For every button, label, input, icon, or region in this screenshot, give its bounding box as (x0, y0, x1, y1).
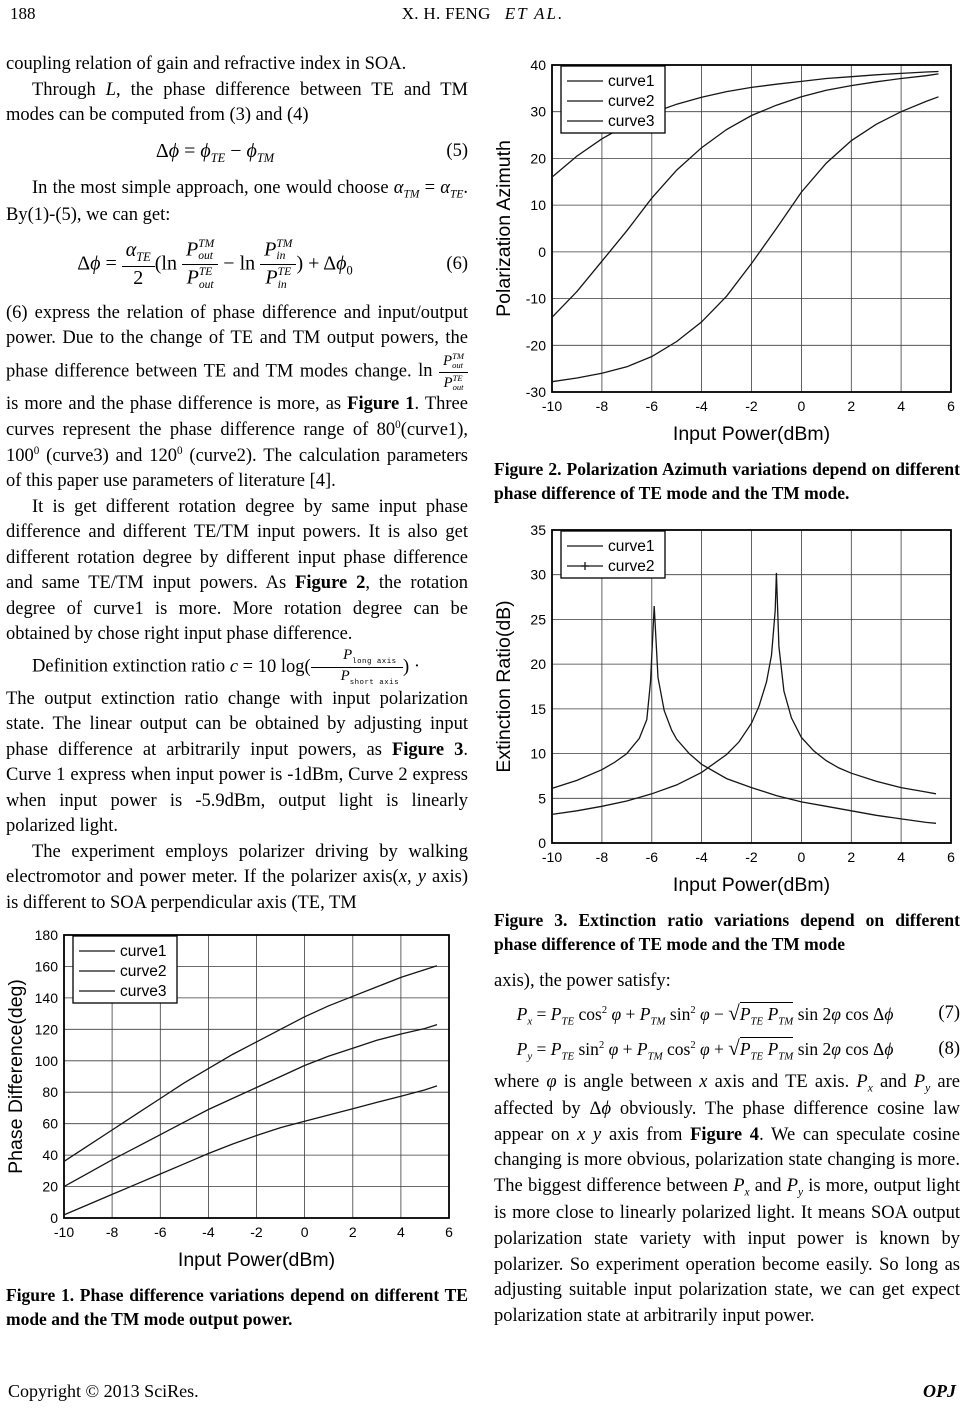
paragraph: (6) express the relation of phase difference and input/output power. Due to the change of TE and TM output powers, the phase difference between TE and TM modes change. ln P TM out P TE out is more and the phase difference is more, as Figure 1. Three curves represent the phase difference range of $80^0(curve1)$, $100^0$ (curve3) and $120^0$ (curve2). The calculation parameters of this paper use parameters of literature [4]. (6, 302, 468, 492)
svg-text:curve2: curve2 (608, 558, 655, 576)
svg-text:-6: -6 (645, 849, 659, 866)
running-header (0, 4, 966, 28)
equation-5 (6, 138, 468, 167)
svg-text:-4: -4 (695, 398, 708, 414)
equation-number: (8) (938, 1038, 960, 1059)
copyright-notice: Copyright © 2013 SciRes. (8, 1381, 199, 1401)
page-number: 188 (10, 4, 36, 23)
svg-text:10: 10 (530, 197, 546, 214)
svg-text:10: 10 (530, 745, 546, 762)
svg-text:2: 2 (348, 1224, 357, 1241)
svg-text:curve1: curve1 (120, 943, 167, 961)
svg-text:2: 2 (847, 849, 856, 866)
svg-text:25: 25 (530, 611, 546, 628)
svg-text:Phase Difference(deg): Phase Difference(deg) (6, 979, 27, 1175)
figure2-caption: Figure 2. Polarization Azimuth variations depend on different phase difference of TE mode and the TM mode. (494, 459, 960, 503)
two-column-body (0, 52, 966, 1332)
equation-6 (6, 238, 468, 292)
svg-text:140: 140 (34, 990, 58, 1007)
figure3-caption: Figure 3. Extinction ratio variations depend on different phase difference of TE mode and the TM mode (494, 910, 960, 954)
svg-text:-10: -10 (53, 1224, 75, 1241)
svg-text:0: 0 (300, 1224, 309, 1241)
svg-text:curve2: curve2 (608, 93, 655, 110)
svg-text:0: 0 (797, 849, 806, 866)
svg-text:-4: -4 (202, 1224, 215, 1241)
svg-text:80: 80 (42, 1084, 58, 1101)
figure-3 (494, 521, 960, 956)
running-title-author: X. H. FENG (401, 4, 491, 23)
svg-text:40: 40 (42, 1147, 58, 1164)
svg-text:40: 40 (530, 57, 546, 73)
figure-2 (494, 56, 960, 505)
svg-text:-6: -6 (154, 1224, 167, 1241)
figure-1 (6, 926, 468, 1331)
svg-text:15: 15 (530, 701, 546, 718)
svg-text:curve3: curve3 (608, 113, 655, 130)
svg-text:180: 180 (34, 927, 58, 944)
svg-text:-10: -10 (541, 849, 563, 866)
running-title-etal: ET AL. (504, 4, 565, 23)
svg-text:100: 100 (34, 1053, 58, 1070)
equation-number: (6) (446, 253, 468, 274)
paragraph: In the most simple approach, one would choose $\alpha_{TM} = \alpha_{TE}$. By(1)-(5), we can get: (6, 177, 468, 226)
svg-text:-2: -2 (250, 1224, 263, 1241)
svg-text:60: 60 (42, 1116, 58, 1133)
svg-text:30: 30 (530, 566, 546, 583)
right-column (494, 52, 960, 1332)
svg-text:-8: -8 (595, 398, 609, 414)
svg-text:120: 120 (34, 1021, 58, 1038)
equation-body: $P_x = P_{TE}$ $\cos^2 \varphi + P_{TM}$ $\sin^2 \varphi - √P_{TE}$ $P_{TM}$ sin 2φ cos Δϕ (516, 1001, 894, 1028)
svg-text:Input Power(dBm): Input Power(dBm) (672, 874, 831, 897)
svg-text:4: 4 (897, 398, 905, 414)
paragraph: Definition extinction ratio c = 10 log( $P_{long axis}$ $P_{short axis}$ ) · (32, 646, 421, 687)
equation-body: $\Delta\phi = \phi_{TE} - \phi_{TM}$ (155, 139, 275, 165)
figure3-line-chart (494, 521, 960, 897)
svg-text:curve1: curve1 (608, 73, 655, 90)
figure2-line-chart (494, 56, 960, 446)
svg-text:Extinction Ratio(dB): Extinction Ratio(dB) (494, 600, 515, 773)
svg-text:35: 35 (530, 522, 546, 539)
svg-text:Polarization Azimuth: Polarization Azimuth (494, 140, 515, 317)
svg-text:6: 6 (947, 398, 955, 414)
svg-text:0: 0 (50, 1210, 58, 1227)
svg-text:0: 0 (797, 398, 806, 414)
svg-text:2: 2 (847, 398, 856, 414)
svg-text:30: 30 (530, 103, 546, 120)
equation-body: Δϕ = $\alpha_{TE}$ 2 (ln P TM out P TE out − ln P TM in P TE in ) + $\Delta\phi_0$ (77, 236, 353, 291)
svg-text:curve2: curve2 (120, 963, 167, 981)
figure1-line-chart (6, 926, 458, 1272)
svg-text:5: 5 (538, 790, 546, 807)
svg-text:-20: -20 (525, 337, 546, 354)
paragraph: Through L, the phase difference between TE and TM modes can be computed from (3) and (4) (6, 79, 468, 126)
left-column (6, 52, 468, 1332)
svg-text:curve3: curve3 (120, 983, 167, 1001)
svg-text:6: 6 (445, 1224, 453, 1241)
paragraph: It is get different rotation degree by same input phase difference and different TE/TM input powers. It is also get different rotation degree by different input phase difference and same TE/TM input powers. As Figure 2, the rotation degree of curve1 is more. More rotation degree can be obtained by chose right input phase difference. (6, 496, 468, 645)
svg-text:Input Power(dBm): Input Power(dBm) (177, 1249, 336, 1272)
svg-text:-4: -4 (695, 849, 708, 866)
figure1-caption: Figure 1. Phase difference variations depend on different TE mode and the TM mode output power. (6, 1285, 468, 1329)
equation-7 (494, 999, 960, 1029)
svg-text:-30: -30 (525, 384, 546, 400)
equation-8 (494, 1034, 960, 1064)
svg-text:20: 20 (530, 150, 546, 167)
svg-text:-8: -8 (105, 1224, 119, 1241)
paragraph: The experiment employs polarizer driving by walking electromotor and power meter. If the polarizer axis(x, y axis) is different to SOA perpendicular axis (TE, TM (6, 841, 469, 913)
paragraph: The output extinction ratio change with input polarization state. The linear output can be obtained by adjusting input phase difference at arbitrarily input powers, as Figure 3. Curve 1 express when input power is -1dBm, Curve 2 express when input power is -5.9dBm, output light is linearly polarized light. (6, 688, 468, 837)
paragraph: coupling relation of gain and refractive index in SOA. (6, 54, 407, 74)
journal-code: OPJ (923, 1381, 956, 1401)
svg-text:curve1: curve1 (608, 538, 655, 556)
running-title (0, 4, 966, 24)
svg-text:-8: -8 (595, 849, 609, 866)
svg-text:-2: -2 (745, 849, 758, 866)
equation-body: $P_y = P_{TE}$ $\sin^2 \varphi + P_{TM}$ $\cos^2 \varphi + √P_{TE}$ $P_{TM}$ sin 2φ cos Δϕ (516, 1036, 894, 1063)
paragraph: where φ is angle between x axis and TE axis. $P_x$ and $P_y$ are affected by Δϕ obviously. The phase difference cosine law appear on x y axis from Figure 4. We can speculate cosine changing is more obvious, polarization state changing is more. The biggest difference between $P_x$ and $P_y$ is more, output light is more close to linearly polarized light. It means SOA output polarization state variety with input power is known by polarizer. So experiment operation become easily. So long as adjusting suitable input polarization state, we can get expect polarization state at arbitrarily input power. (494, 1071, 961, 1326)
svg-text:0: 0 (538, 835, 546, 852)
svg-text:-2: -2 (745, 398, 758, 414)
svg-text:-10: -10 (525, 290, 546, 307)
svg-text:20: 20 (530, 656, 546, 673)
equation-number: (7) (938, 1003, 960, 1024)
svg-text:-10: -10 (541, 398, 563, 414)
svg-text:6: 6 (947, 849, 955, 866)
svg-text:20: 20 (42, 1178, 58, 1195)
svg-text:-6: -6 (645, 398, 659, 414)
page-footer (8, 1381, 956, 1402)
svg-text:0: 0 (538, 243, 546, 260)
svg-text:160: 160 (34, 958, 58, 975)
equation-number: (5) (446, 141, 468, 162)
svg-text:Input Power(dBm): Input Power(dBm) (672, 423, 831, 445)
svg-text:4: 4 (897, 849, 905, 866)
svg-text:4: 4 (397, 1224, 405, 1241)
paragraph: axis), the power satisfy: (494, 970, 671, 991)
